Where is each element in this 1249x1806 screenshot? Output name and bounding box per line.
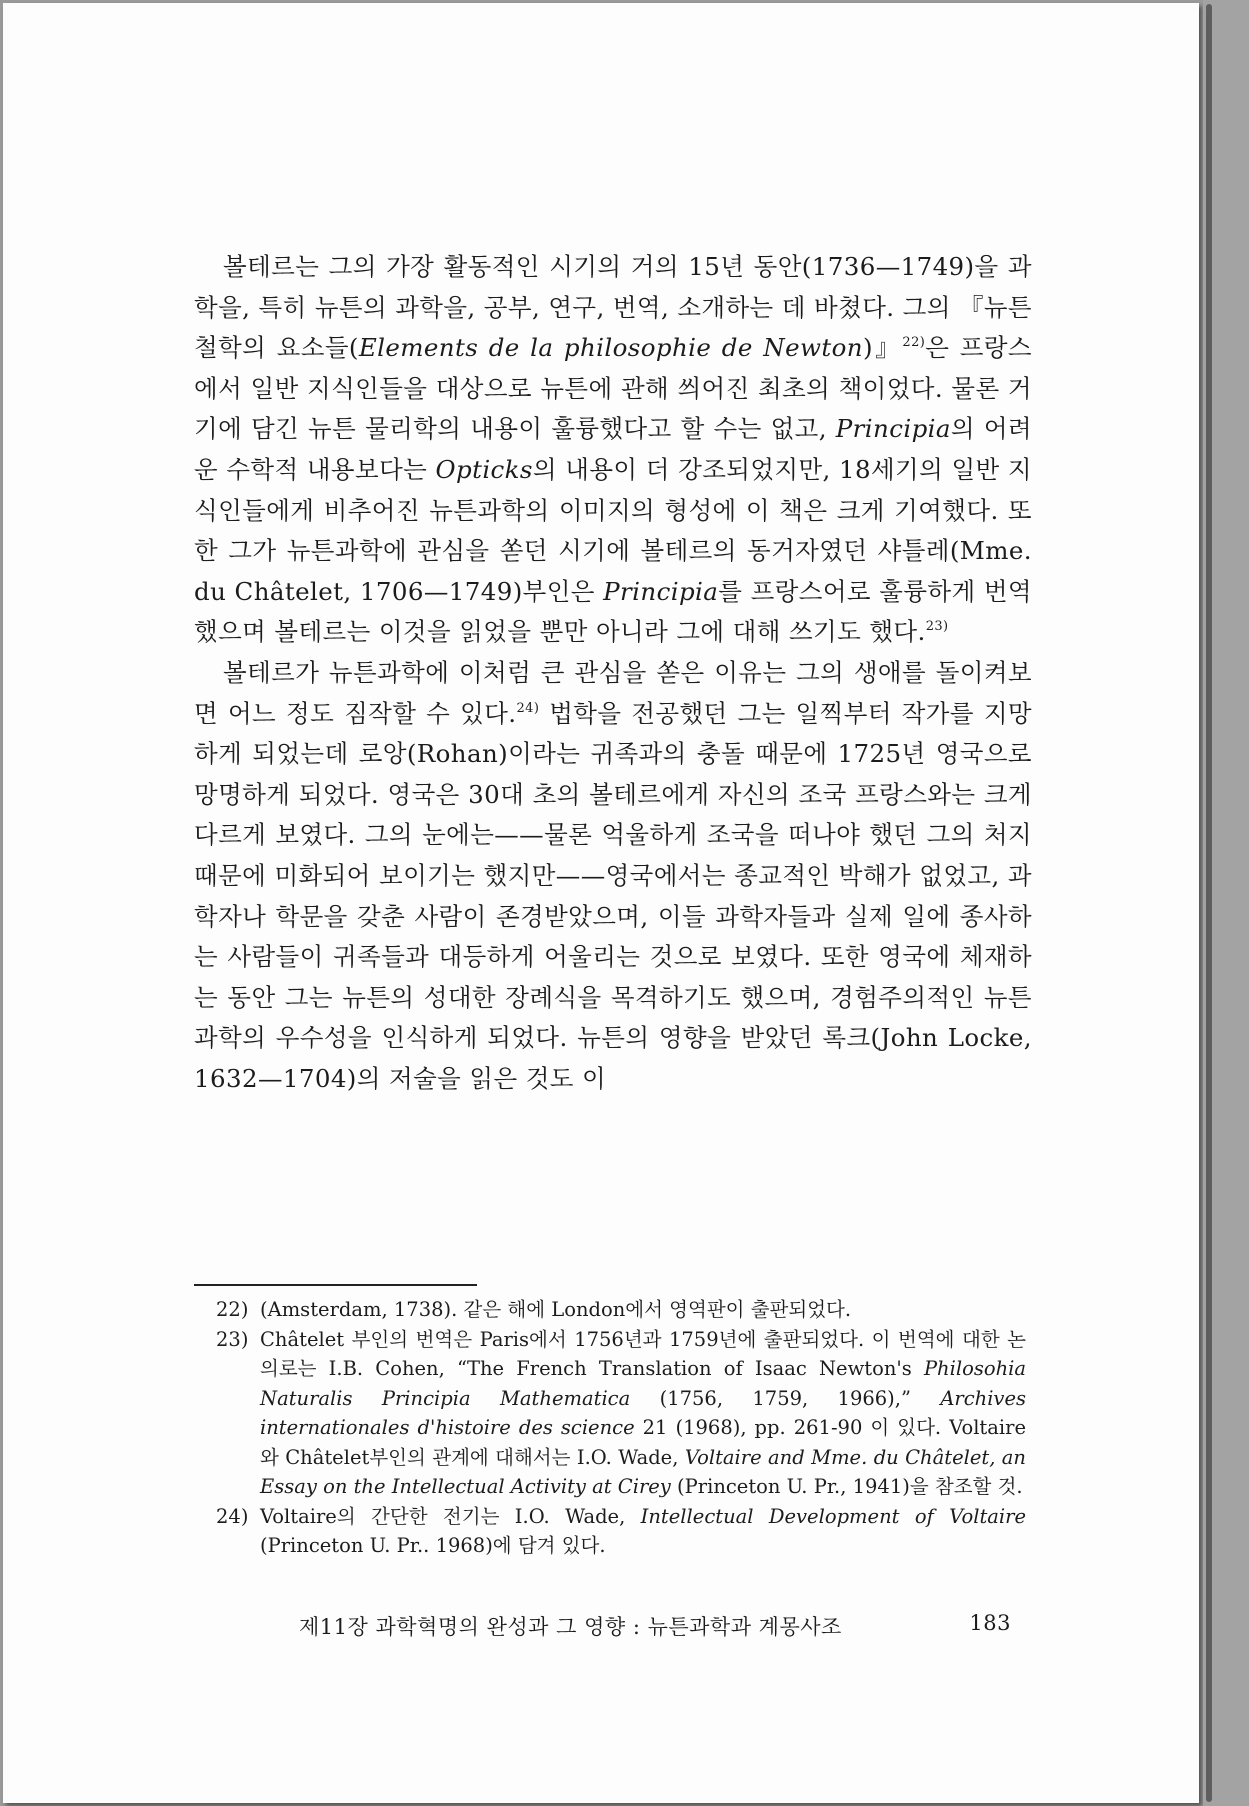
footnote-number: 22): [216, 1298, 249, 1321]
footnote-22: [216, 1295, 1026, 1325]
footnote-ref-22: 22): [902, 335, 926, 351]
paragraph-1-text: 은 프랑스에서 일반 지식인들을 대상으로 뉴튼에 관해 씌어진 최초의 책이었다. 물론 거기에 담긴 뉴튼 물리학의 내용이 훌륭했다고 할 수는 없고,: [194, 333, 1032, 444]
footnote-23: [216, 1325, 1026, 1502]
footnote-ref-24: 24): [516, 700, 540, 716]
footnote-number: 24): [216, 1504, 249, 1528]
paragraph-2-text: 법학을 전공했던 그는 일찍부터 작가를 지망하게 되었는데 로앙(Rohan)이라는 귀족과의 충돌 때문에 1725년 영국으로 망명하게 되었다. 영국은 30대 초의 볼테르에게 자신의 조국 프랑스와는 크게 다르게 보였다. 그의 눈에는——물론 억울하게 조국을 떠나야 했던 그의 처지 때문에 미화되어 보이기는 했지만——영국에서는 종교적인 박해가 없었고, 과학자나 학문을 갖춘 사람이 존경받았으며, 이들 과학자들과 실제 일에 종사하는 사람들이 귀족들과 대등하게 어울리는 것으로 보였다. 또한 영국에 체재하는 동안 그는 뉴튼의 성대한 장례식을 목격하기도 했으며, 경험주의적인 뉴튼과학의 우수성을 인식하게 되었다. 뉴튼의 영향을 받았던 록크(John Locke, 1632—1704)의 저술을 읽은 것도 이: [194, 698, 1032, 1093]
footnote-24: [216, 1502, 1026, 1561]
footnote-separator: [194, 1284, 477, 1286]
principia-title: Principia: [835, 414, 951, 444]
footnote-ref-23: 23): [925, 619, 949, 635]
body-text: [194, 247, 1032, 1099]
footnote-24-text: (Princeton U. Pr.. 1968)에 담겨 있다.: [260, 1534, 606, 1557]
scrollbar-thumb[interactable]: [1206, 4, 1212, 1802]
cited-journal: Archives internationales d'histoire des science: [260, 1386, 1026, 1439]
opticks-title: Opticks: [435, 454, 533, 484]
paragraph-1-text: 의 내용이 더 강조되었지만, 18세기의 일반 지식인들에게 비추어진 뉴튼과학의 이미지의 형성에 이 책은 크게 기여했다. 또한 그가 뉴튼과학에 관심을 쏟던 시기에 볼테르의 동거자였던 샤틀레(Mme. du Châtelet, 1706—1749)부인은: [194, 454, 1032, 606]
footnote-23-text: Châtelet 부인의 번역은 Paris에서 1756년과 1759년에 출판되었다. 이 번역에 대한 논의로는 I.B. Cohen, “The French Translation of Isaac Newton's: [260, 1327, 1026, 1380]
cited-title: Philosohia Naturalis Principia Mathematica: [260, 1357, 1026, 1410]
page-number: 183: [969, 1611, 1011, 1635]
book-title-elements: Elements de la philosophie de Newton: [358, 333, 863, 363]
paragraph-2-text: 볼테르가 뉴튼과학에 이처럼 큰 관심을 쏟은 이유는 그의 생애를 돌이켜보면 어느 정도 짐작할 수 있다.: [194, 657, 1032, 728]
footnote-24-text: Voltaire의 간단한 전기는 I.O. Wade,: [260, 1504, 641, 1528]
paragraph-1-text: )』: [862, 333, 903, 363]
footnote-number: 23): [216, 1327, 249, 1351]
book-page: [3, 3, 1199, 1803]
paragraph-2: [194, 653, 1032, 1100]
footnote-23-text: (1756, 1759, 1966),”: [630, 1386, 941, 1410]
footnote-23-text: (Princeton U. Pr., 1941)을 참조할 것.: [670, 1475, 1023, 1498]
running-head: 제11장 과학혁명의 완성과 그 영향 : 뉴튼과학과 계몽사조: [299, 1615, 842, 1639]
footnote-text: [260, 1325, 1026, 1502]
paragraph-1-text: 볼테르는 그의 가장 활동적인 시기의 거의 15년 동안(1736—1749)을 과학을, 특히 뉴튼의 과학을, 공부, 연구, 번역, 소개하는 데 바쳤다. 그의 『뉴튼 철학의 요소들(: [194, 252, 1032, 363]
footnote-text: [260, 1502, 1026, 1561]
page-footer: [299, 1611, 1011, 1641]
paragraph-1: [194, 247, 1032, 653]
footnote-text: (Amsterdam, 1738). 같은 해에 London에서 영역판이 출판되었다.: [260, 1298, 852, 1321]
cited-title: Intellectual Development of Voltaire: [640, 1504, 1027, 1528]
paragraph-1-text: 를 프랑스어로 훌륭하게 번역했으며 볼테르는 이것을 읽었을 뿐만 아니라 그에 대해 쓰기도 했다.: [194, 576, 1032, 647]
cited-title: Voltaire and Mme. du Châtelet, an Essay on the Intellectual Activity at Cirey: [260, 1445, 1026, 1498]
paragraph-1-text: 의 어려운 수학적 내용보다는: [194, 414, 1033, 484]
principia-title: Principia: [603, 576, 719, 606]
footnotes: [216, 1295, 1026, 1561]
footnote-23-text: 21 (1968), pp. 261-90 이 있다. Voltaire와 Châtelet부인의 관계에 대해서는 I.O. Wade,: [260, 1416, 1026, 1469]
